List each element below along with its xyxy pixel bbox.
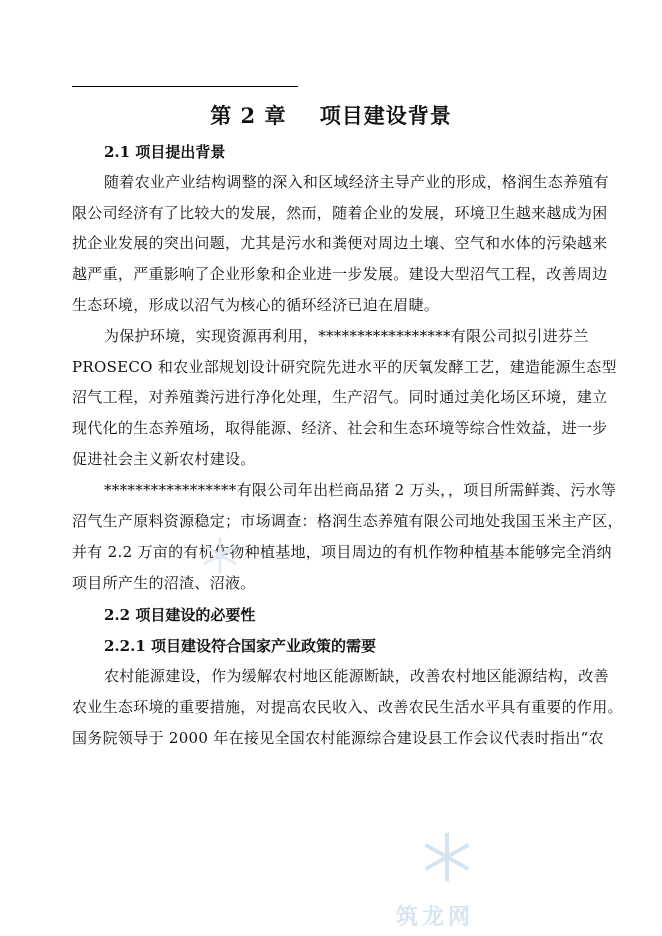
paragraph-line: 现代化的生态养殖场，取得能源、经济、社会和生态环境等综合性效益，进一步 [72, 419, 608, 437]
paragraph-line: 农村能源建设，作为缓解农村地区能源断缺，改善农村地区能源结构，改善 [104, 667, 609, 685]
section-heading-2-2: 2.2 项目建设的必要性 [104, 606, 256, 624]
paragraph-line: PROSECO 和农业部规划设计研究院先进水平的厌氧发酵工艺，建造能源生态型 [72, 358, 617, 376]
paragraph-line: 生态环境，形成以沼气为核心的循环经济已迫在眉睫。 [72, 296, 440, 314]
paragraph-line: 扰企业发展的突出问题，尤其是污水和粪便对周边土壤、空气和水体的污染越来 [72, 234, 608, 252]
section-heading-2-1: 2.1 项目提出背景 [104, 143, 226, 161]
paragraph-line: 促进社会主义新农村建设。 [72, 450, 256, 468]
paragraph-line: 限公司经济有了比较大的发展，然而，随着企业的发展，环境卫生越来越成为困 [72, 204, 608, 222]
paragraph-line: 农业生态环境的重要措施，对提高农民收入、改善农民生活水平具有重要的作用。 [72, 698, 623, 716]
paragraph-line: 沼气生产原料资源稳定；市场调查：格润生态养殖有限公司地处我国玉米主产区， [72, 512, 623, 530]
header-rule [72, 86, 298, 87]
paragraph-line: 沼气工程，对养殖粪污进行净化处理，生产沼气。同时通过美化场区环境，建立 [72, 388, 608, 406]
chapter-title: 第 2 章 项目建设背景 [210, 103, 452, 128]
paragraph-line: *****************有限公司年出栏商品猪 2 万头，，项目所需鲜粪、污水等 [104, 481, 617, 499]
paragraph-line: 国务院领导于 2000 年在接见全国农村能源综合建设县工作会议代表时指出“农 [72, 729, 604, 747]
paragraph-line: 并有 2.2 万亩的有机作物种植基地，项目周边的有机作物种植基本能够完全消纳 [72, 543, 612, 561]
paragraph-line: 项目所产生的沼渣、沼液。 [72, 574, 256, 592]
paragraph-line: 为保护环境，实现资源再利用，*****************有限公司拟引进芬兰 [104, 327, 589, 345]
subsection-heading-2-2-1: 2.2.1 项目建设符合国家产业政策的需要 [104, 637, 376, 655]
watermark-logo-icon [420, 830, 474, 884]
paragraph-line: 随着农业产业结构调整的深入和区域经济主导产业的形成，格润生态养殖有 [104, 173, 609, 191]
watermark-text: 筑龙网 [396, 904, 475, 930]
paragraph-line: 越严重，严重影响了企业形象和企业进一步发展。建设大型沼气工程，改善周边 [72, 265, 608, 283]
